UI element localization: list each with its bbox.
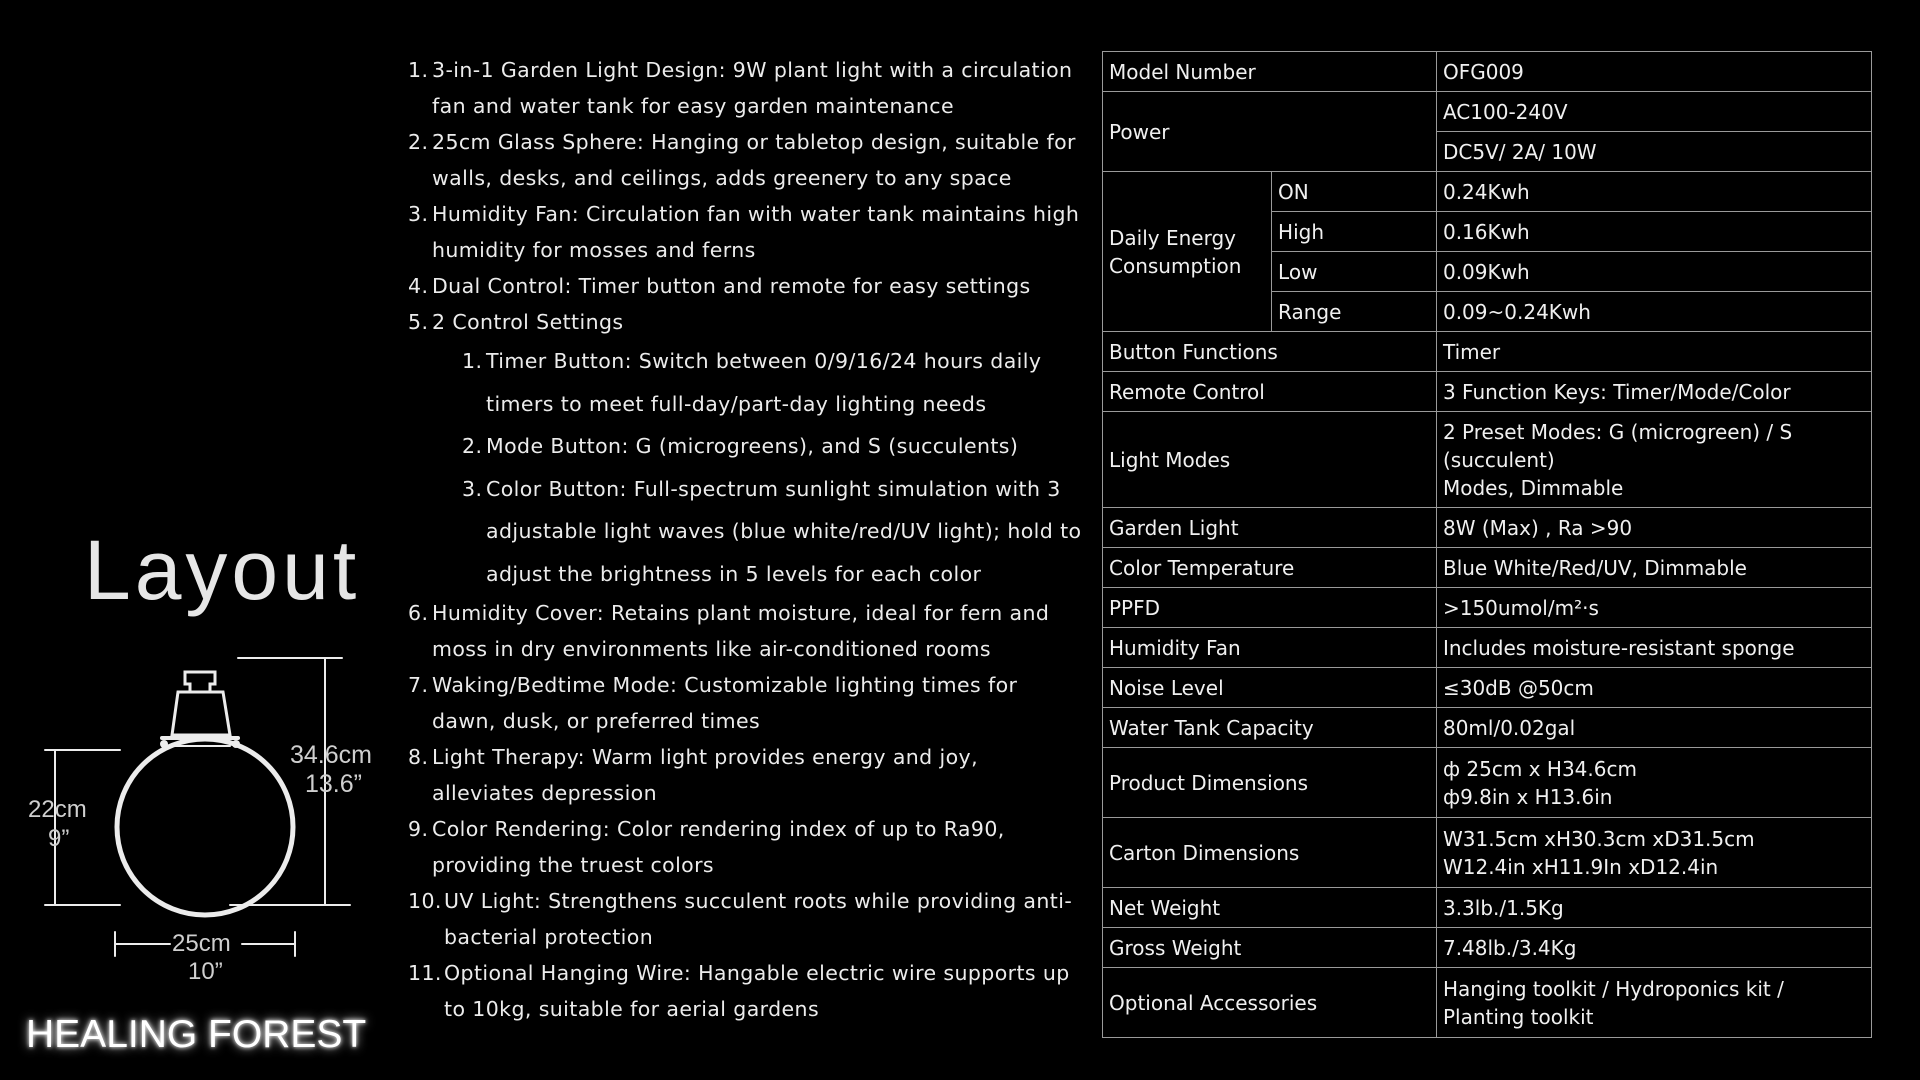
feature-text: 25cm Glass Sphere: Hanging or tabletop design, suitable for walls, desks, and ceilings, adds greenery to any space — [432, 130, 1076, 190]
table-row — [1103, 588, 1872, 628]
table-row — [1103, 172, 1872, 212]
spec-label: Water Tank Capacity — [1103, 708, 1437, 748]
table-row — [1103, 708, 1872, 748]
spec-value: DC5V/ 2A/ 10W — [1436, 132, 1871, 172]
feature-text: 3-in-1 Garden Light Design: 9W plant light with a circulation fan and water tank for easy garden maintenance — [432, 58, 1073, 118]
sphere-outline — [117, 739, 293, 915]
energy-mode: Range — [1272, 292, 1437, 332]
table-row — [1103, 548, 1872, 588]
spec-value-line: Planting toolkit — [1442, 1004, 1594, 1029]
feature-text: Humidity Cover: Retains plant moisture, ideal for fern and moss in dry environments like air-conditioned rooms — [432, 601, 1050, 661]
energy-mode: Low — [1272, 252, 1437, 292]
spec-label: Button Functions — [1103, 332, 1437, 372]
spec-label: Remote Control — [1103, 372, 1437, 412]
spec-value-line: Hanging toolkit / Hydroponics kit / — [1442, 976, 1784, 1001]
feature-text: 2 Control Settings — [432, 310, 624, 334]
feature-text: Humidity Fan: Circulation fan with water tank maintains high humidity for mosses and ferns — [432, 202, 1080, 262]
brand-logo: HEALING FOREST — [26, 1013, 367, 1056]
spec-label: Net Weight — [1103, 888, 1437, 928]
spec-value — [1436, 818, 1871, 888]
control-setting-text: Color Button: Full-spectrum sunlight simulation with 3 adjustable light waves (blue white/red/UV light); hold to adjust the brightness in 5 levels for each color — [486, 476, 1082, 586]
table-row — [1103, 372, 1872, 412]
spec-value-line: W31.5cm xH30.3cm xD31.5cm — [1442, 826, 1755, 851]
control-setting-number: 3. — [462, 476, 483, 501]
feature-text: Light Therapy: Warm light provides energy and joy, alleviates depression — [432, 745, 978, 805]
feature-text: UV Light: Strengthens succulent roots while providing anti-bacterial protection — [444, 889, 1073, 949]
spec-value: 0.24Kwh — [1436, 172, 1871, 212]
feature-number: 5. — [408, 310, 429, 334]
feature-list — [408, 52, 1084, 1027]
spec-value: Includes moisture-resistant sponge — [1436, 628, 1871, 668]
spec-value: 3 Function Keys: Timer/Mode/Color — [1436, 372, 1871, 412]
feature-text: Dual Control: Timer button and remote for easy settings — [432, 274, 1031, 298]
table-row — [1103, 928, 1872, 968]
feature-number: 3. — [408, 202, 429, 226]
spec-label: Product Dimensions — [1103, 748, 1437, 818]
feature-item — [408, 196, 1084, 268]
table-row — [1103, 508, 1872, 548]
spec-table — [1102, 51, 1872, 1038]
spec-value: 0.09Kwh — [1436, 252, 1871, 292]
spec-label: Garden Light — [1103, 508, 1437, 548]
spec-value: 7.48lb./3.4Kg — [1436, 928, 1871, 968]
spec-value — [1436, 748, 1871, 818]
table-row — [1103, 92, 1872, 132]
height-cm-label: 34.6cm — [290, 741, 372, 769]
spec-value-line: 2 Preset Modes: G (microgreen) / S (succulent) — [1442, 419, 1793, 472]
table-row — [1103, 818, 1872, 888]
feature-text: Color Rendering: Color rendering index of up to Ra90, providing the truest colors — [432, 817, 1005, 877]
control-setting-item — [432, 425, 1084, 468]
spec-label: Daily Energy Consumption — [1103, 172, 1272, 332]
control-settings-list — [432, 340, 1084, 595]
feature-item — [408, 883, 1084, 955]
height-in-label: 13.6” — [305, 770, 362, 798]
spec-label: Model Number — [1103, 52, 1437, 92]
product-dimension-diagram — [20, 650, 400, 990]
table-row — [1103, 412, 1872, 508]
spec-label: Color Temperature — [1103, 548, 1437, 588]
feature-item — [408, 52, 1084, 124]
spec-label: Light Modes — [1103, 412, 1437, 508]
spec-value — [1436, 968, 1871, 1038]
spec-value-line: Modes, Dimmable — [1442, 475, 1624, 500]
spec-value: 80ml/0.02gal — [1436, 708, 1871, 748]
feature-text: Optional Hanging Wire: Hangable electric wire supports up to 10kg, suitable for aerial gardens — [444, 961, 1070, 1021]
sphere-cm-label: 22cm — [28, 796, 87, 823]
feature-number: 8. — [408, 745, 429, 769]
spec-value-line: W12.4in xH11.9In xD12.4in — [1442, 854, 1719, 879]
feature-item — [408, 955, 1084, 1027]
table-row — [1103, 52, 1872, 92]
spec-value: Blue White/Red/UV, Dimmable — [1436, 548, 1871, 588]
width-cm-label: 25cm — [172, 930, 231, 957]
table-row — [1103, 748, 1872, 818]
spec-label: Power — [1103, 92, 1437, 172]
control-setting-text: Timer Button: Switch between 0/9/16/24 hours daily timers to meet full-day/part-day lighting needs — [486, 349, 1042, 416]
table-row — [1103, 332, 1872, 372]
feature-item — [408, 811, 1084, 883]
control-setting-number: 1. — [462, 349, 483, 373]
spec-label: Carton Dimensions — [1103, 818, 1437, 888]
sphere-in-label: 9” — [48, 825, 70, 852]
spec-value: OFG009 — [1436, 52, 1871, 92]
spec-label: Optional Accessories — [1103, 968, 1437, 1038]
table-row — [1103, 968, 1872, 1038]
spec-label: PPFD — [1103, 588, 1437, 628]
feature-number: 10. — [408, 889, 442, 913]
spec-value: >150umol/m²·s — [1436, 588, 1871, 628]
spec-value: 0.16Kwh — [1436, 212, 1871, 252]
spec-value-line: ф 25cm x H34.6cm — [1442, 756, 1637, 781]
feature-number: 6. — [408, 601, 429, 625]
feature-number: 2. — [408, 130, 429, 154]
spec-value-line: ф9.8in x H13.6in — [1442, 784, 1613, 809]
energy-mode: ON — [1272, 172, 1437, 212]
feature-text: Waking/Bedtime Mode: Customizable lighting times for dawn, dusk, or preferred times — [432, 673, 1018, 733]
spec-label: Humidity Fan — [1103, 628, 1437, 668]
feature-item — [408, 304, 1084, 595]
control-setting-text: Mode Button: G (microgreens), and S (succulents) — [486, 434, 1019, 458]
spec-value: AC100-240V — [1436, 92, 1871, 132]
energy-mode: High — [1272, 212, 1437, 252]
feature-number: 11. — [408, 961, 442, 985]
control-setting-item — [432, 468, 1084, 596]
spec-value: 3.3lb./1.5Kg — [1436, 888, 1871, 928]
spec-value — [1436, 412, 1871, 508]
feature-item — [408, 739, 1084, 811]
feature-item — [408, 268, 1084, 304]
spec-value: ≤30dB @50cm — [1436, 668, 1871, 708]
spec-label: Gross Weight — [1103, 928, 1437, 968]
spec-value: Timer — [1436, 332, 1871, 372]
control-setting-number: 2. — [462, 434, 483, 458]
control-setting-item — [432, 340, 1084, 425]
width-in-label: 10” — [188, 958, 223, 985]
table-row — [1103, 628, 1872, 668]
lamp-head — [185, 672, 215, 692]
spec-value: 0.09~0.24Kwh — [1436, 292, 1871, 332]
feature-number: 1. — [408, 58, 429, 82]
layout-title: Layout — [84, 523, 361, 617]
feature-item — [408, 124, 1084, 196]
feature-number: 7. — [408, 673, 429, 697]
table-row — [1103, 668, 1872, 708]
table-row — [1103, 888, 1872, 928]
feature-item — [408, 595, 1084, 667]
feature-number: 9. — [408, 817, 429, 841]
spec-label: Noise Level — [1103, 668, 1437, 708]
feature-number: 4. — [408, 274, 429, 298]
spec-value: 8W (Max) , Ra >90 — [1436, 508, 1871, 548]
feature-item — [408, 667, 1084, 739]
